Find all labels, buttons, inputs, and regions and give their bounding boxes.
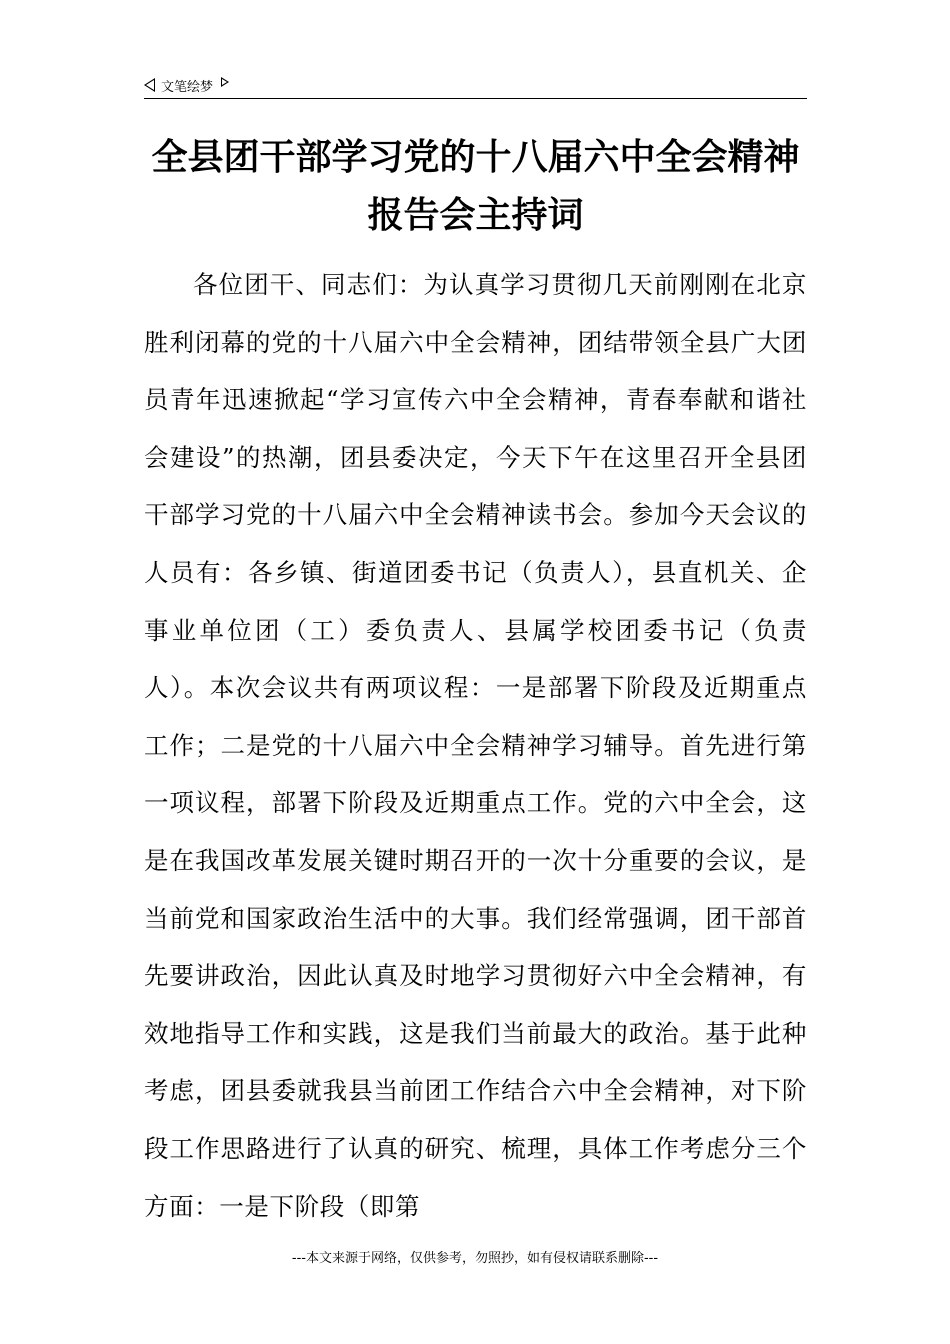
triangle-left-icon [144, 78, 155, 92]
running-header [144, 74, 229, 96]
document-title: 全县团干部学习党的十八届六中全会精神报告会主持词 [151, 136, 800, 236]
header-label: 文笔绘梦 [161, 79, 214, 95]
body-paragraph: 各位团干、同志们：为认真学习贯彻几天前刚刚在北京胜利闭幕的党的十八届六中全会精神，团结带领全县广大团员青年迅速掀起“学习宣传六中全会精神，青春奉献和谐社会建设”的热潮，团县委决定，今天下午在这里召开全县团干部学习党的十八届六中全会精神读书会。参加今天会议的人员有：各乡镇、街道团委书记（负责人），县直机关、企事业单位团（工）委负责人、县属学校团委书记（负责人）。本次会议共有两项议程：一是部署下阶段及近期重点工作；二是党的十八届六中全会精神学习辅导。首先进行第一项议程，部署下阶段及近期重点工作。党的六中全会，这是在我国改革发展关键时期召开的一次十分重要的会议，是当前党和国家政治生活中的大事。我们经常强调，团干部首先要讲政治，因此认真及时地学习贯彻好六中全会精神，有效地指导工作和实践，这是我们当前最大的政治。基于此种考虑，团县委就我县当前团工作结合六中全会精神，对下阶段工作思路进行了认真的研究、梳理，具体工作考虑分三个方面：一是下阶段（即第 [144, 270, 807, 1221]
footer-disclaimer: ---本文来源于网络，仅供参考，勿照抄，如有侵权请联系删除--- [291, 1251, 659, 1266]
header-divider [144, 98, 807, 99]
triangle-right-icon [221, 77, 229, 87]
